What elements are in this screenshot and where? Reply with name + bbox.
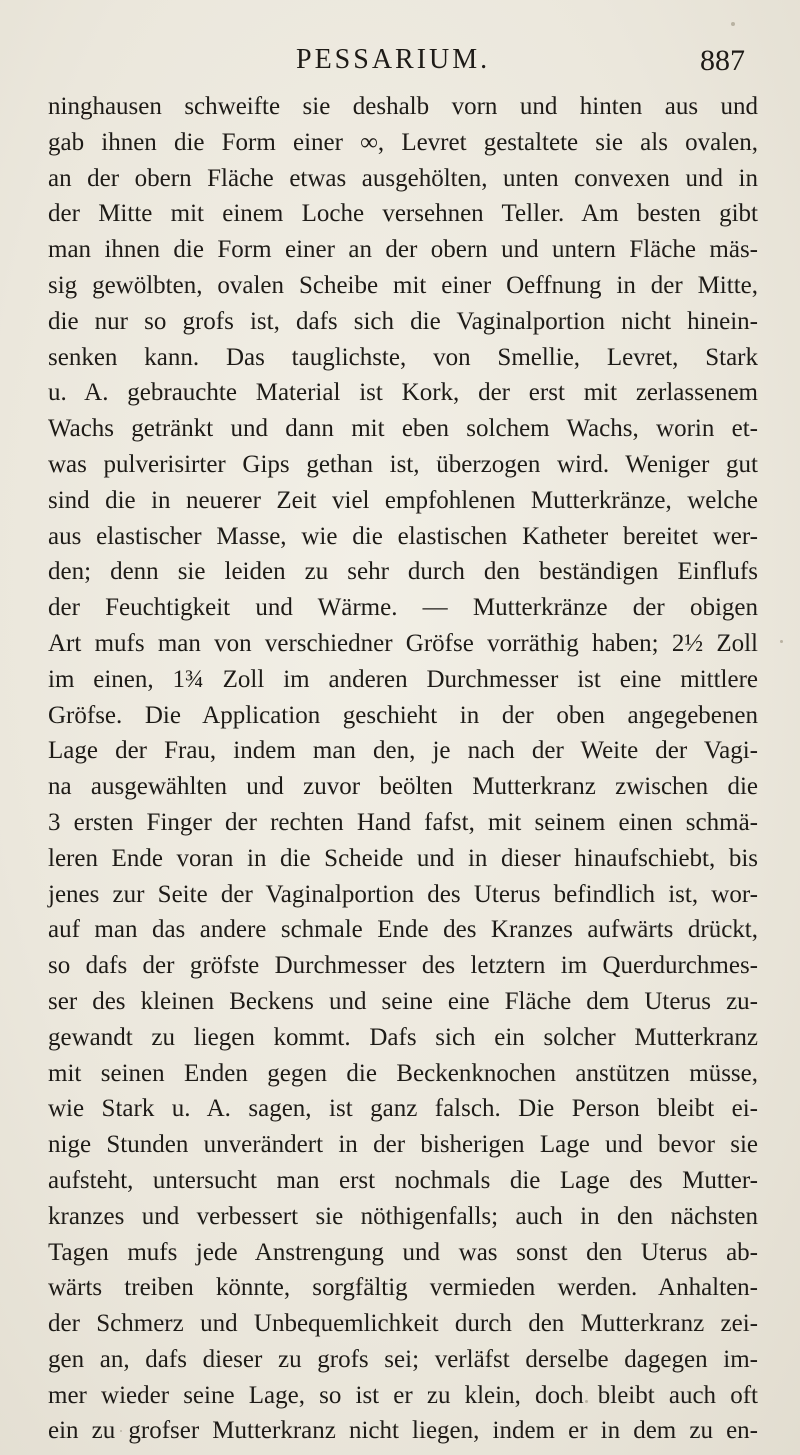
text-line: Wachs getränkt und dann mit eben solchem Wachs, worin et- (48, 415, 758, 443)
text-line: na ausgewählten und zuvor beölten Mutterkranz zwischen die (48, 773, 758, 801)
text-line: so dafs der gröfste Durchmesser des letztern im Querdurchmes- (48, 952, 758, 980)
text-line: 3 ersten Finger der rechten Hand fafst, mit seinem einen schmä- (48, 808, 758, 836)
text-line: die nur so grofs ist, dafs sich die Vaginalportion nicht hinein- (48, 307, 758, 335)
text-line: den; denn sie leiden zu sehr durch den beständigen Einflufs (48, 558, 758, 586)
text-line: der Schmerz und Unbequemlichkeit durch den Mutterkranz zei- (48, 1310, 758, 1338)
text-line: nige Stunden unverändert in der bisherigen Lage und bevor sie (48, 1131, 758, 1159)
text-line: ninghausen schweifte sie deshalb vorn und hinten aus und (48, 93, 758, 120)
text-line: sind die in neuerer Zeit viel empfohlenen Mutterkränze, welche (48, 486, 758, 514)
paper-speck (780, 640, 783, 643)
text-line: ser des kleinen Beckens und seine eine Fläche dem Uterus zu- (48, 987, 758, 1015)
text-line: jenes zur Seite der Vaginalportion des Uterus befindlich ist, wor- (48, 880, 758, 908)
text-line: im einen, 1¾ Zoll im anderen Durchmesser ist eine mittlere (48, 665, 758, 693)
text-line: gen an, dafs dieser zu grofs sei; verläfst derselbe dagegen im- (48, 1345, 758, 1373)
page-number: 887 (700, 44, 745, 77)
text-line: aus elastischer Masse, wie die elastischen Katheter bereitet wer- (48, 522, 758, 550)
text-line: wie Stark u. A. sagen, ist ganz falsch. Die Person bleibt ei- (48, 1095, 758, 1123)
text-line: der Feuchtigkeit und Wärme. — Mutterkränze der obigen (48, 594, 758, 622)
text-line: u. A. gebrauchte Material ist Kork, der erst mit zerlassenem (48, 379, 758, 407)
text-line: was pulverisirter Gips gethan ist, überzogen wird. Weniger gut (48, 450, 758, 478)
text-line: senken kann. Das tauglichste, von Smellie, Levret, Stark (48, 343, 758, 371)
text-line: kranzes und verbessert sie nöthigenfalls; auch in den nächsten (48, 1202, 758, 1230)
page-header (0, 44, 800, 84)
text-line: auf man das andere schmale Ende des Kranzes aufwärts drückt, (48, 916, 758, 944)
paper-speck (731, 22, 735, 26)
text-line: gab ihnen die Form einer ∞, Levret gestaltete sie als ovalen, (48, 128, 758, 156)
text-line: ein zu grofser Mutterkranz nicht liegen, indem er in dem zu en- (48, 1417, 758, 1445)
running-head: PESSARIUM. (296, 44, 491, 75)
text-line: an der obern Fläche etwas ausgehölten, unten convexen und in (48, 164, 758, 192)
text-line: gewandt zu liegen kommt. Dafs sich ein solcher Mutterkranz (48, 1023, 758, 1051)
text-line: Art mufs man von verschiedner Gröfse vorräthig haben; 2½ Zoll (48, 629, 758, 657)
text-line: sig gewölbten, ovalen Scheibe mit einer Oeffnung in der Mitte, (48, 271, 758, 299)
text-line: Tagen mufs jede Anstrengung und was sonst den Uterus ab- (48, 1238, 758, 1266)
text-line: Lage der Frau, indem man den, je nach der Weite der Vagi- (48, 737, 758, 765)
body-text (48, 89, 758, 1449)
text-line: man ihnen die Form einer an der obern und untern Fläche mäs- (48, 236, 758, 264)
text-line: aufsteht, untersucht man erst nochmals die Lage des Mutter- (48, 1166, 758, 1194)
text-line: mer wieder seine Lage, so ist er zu klein, doch bleibt auch oft (48, 1381, 758, 1409)
text-line: mit seinen Enden gegen die Beckenknochen anstützen müsse, (48, 1059, 758, 1087)
text-line: der Mitte mit einem Loche versehnen Teller. Am besten gibt (48, 200, 758, 228)
text-line: Gröfse. Die Application geschieht in der oben angegebenen (48, 701, 758, 729)
text-line: wärts treiben könnte, sorgfältig vermieden werden. Anhalten- (48, 1274, 758, 1302)
text-line: leren Ende voran in die Scheide und in dieser hinaufschiebt, bis (48, 844, 758, 872)
